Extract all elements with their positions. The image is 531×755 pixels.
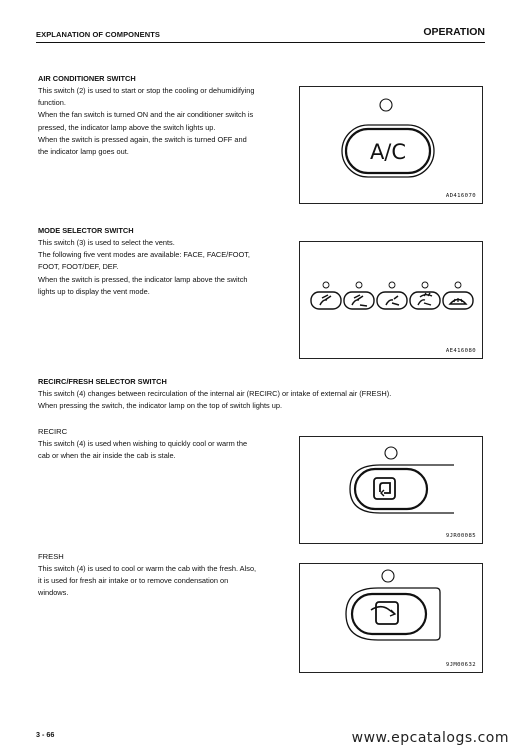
face-vent-icon	[311, 292, 341, 309]
recirc-switch-drawing	[300, 437, 482, 543]
recirc-icon	[374, 478, 395, 499]
recirc-description	[38, 438, 296, 462]
indicator-lamp-icon	[389, 282, 395, 288]
recirc-fresh-heading: RECIRC/FRESH SELECTOR SWITCH	[38, 377, 167, 386]
mode-switch-figure	[299, 241, 483, 359]
foot-def-vent-icon	[410, 292, 440, 309]
fresh-switch-figure	[299, 563, 483, 673]
fresh-line: windows.	[38, 588, 69, 598]
ac-line: pressed, the indicator lamp above the switch lights up.	[38, 122, 216, 132]
figure-code: 9JR00085	[445, 533, 476, 539]
face-foot-vent-icon	[344, 292, 374, 309]
foot-vent-icon	[377, 292, 407, 309]
fresh-description	[38, 563, 296, 600]
ac-heading: AIR CONDITIONER SWITCH	[38, 74, 136, 83]
fresh-subheading: FRESH	[38, 552, 64, 561]
fresh-switch-drawing	[300, 564, 482, 672]
watermark: www.epcatalogs.com	[351, 730, 509, 746]
ac-line: This switch (2) is used to start or stop the cooling or dehumidifying	[38, 86, 255, 95]
recirc-fresh-line: When pressing the switch, the indicator lamp on the top of switch lights up.	[38, 401, 283, 411]
indicator-lamp-icon	[382, 570, 394, 582]
indicator-lamp-icon	[422, 282, 428, 288]
indicator-lamp-icon	[356, 282, 362, 288]
recirc-switch-figure	[299, 436, 483, 544]
fresh-line: it is used for fresh air intake or to remove condensation on	[38, 576, 229, 586]
section-title: EXPLANATION OF COMPONENTS	[36, 30, 161, 39]
fresh-line: This switch (4) is used to cool or warm the cab with the fresh. Also,	[38, 564, 257, 573]
figure-code: AD416070	[445, 193, 476, 199]
chapter-title: OPERATION	[423, 26, 485, 38]
recirc-subheading: RECIRC	[38, 427, 68, 436]
page-number: 3 - 66	[36, 730, 55, 739]
header-rule	[36, 42, 485, 43]
ac-line: When the fan switch is turned ON and the air conditioner switch is	[38, 110, 254, 120]
mode-line: When the switch is pressed, the indicator lamp above the switch	[38, 274, 248, 284]
mode-heading: MODE SELECTOR SWITCH	[38, 226, 134, 235]
indicator-lamp-icon	[380, 99, 392, 111]
indicator-lamp-icon	[455, 282, 461, 288]
mode-description	[38, 237, 296, 298]
recirc-fresh-description	[38, 388, 488, 412]
ac-switch-label: A/C	[369, 140, 407, 164]
recirc-line: This switch (4) is used when wishing to quickly cool or warm the	[38, 439, 248, 448]
def-vent-icon	[443, 292, 473, 309]
mode-line: lights up to display the vent mode.	[38, 286, 150, 296]
mode-switch-drawing	[300, 242, 482, 358]
recirc-switch-button	[355, 469, 427, 509]
figure-code: 9JM00632	[445, 662, 476, 668]
ac-description	[38, 85, 296, 158]
mode-line: The following five vent modes are available: FACE, FACE/FOOT,	[38, 250, 250, 260]
recirc-line: cab or when the air inside the cab is stale.	[38, 451, 176, 461]
mode-line: This switch (3) is used to select the vents.	[38, 238, 175, 247]
figure-code: AE416080	[445, 348, 476, 354]
indicator-lamp-icon	[323, 282, 329, 288]
ac-line: When the switch is pressed again, the switch is turned OFF and	[38, 134, 247, 144]
indicator-lamp-icon	[385, 447, 397, 459]
ac-line: function.	[38, 98, 66, 108]
mode-line: FOOT, FOOT/DEF, DEF.	[38, 262, 119, 272]
ac-switch-figure	[299, 86, 483, 204]
fresh-air-icon	[371, 602, 398, 624]
recirc-fresh-line: This switch (4) changes between recirculation of the internal air (RECIRC) or intake of external air (FRESH).	[38, 389, 392, 398]
fresh-switch-button	[352, 594, 426, 634]
ac-switch-drawing	[300, 87, 482, 203]
ac-line: the indicator lamp goes out.	[38, 147, 129, 157]
